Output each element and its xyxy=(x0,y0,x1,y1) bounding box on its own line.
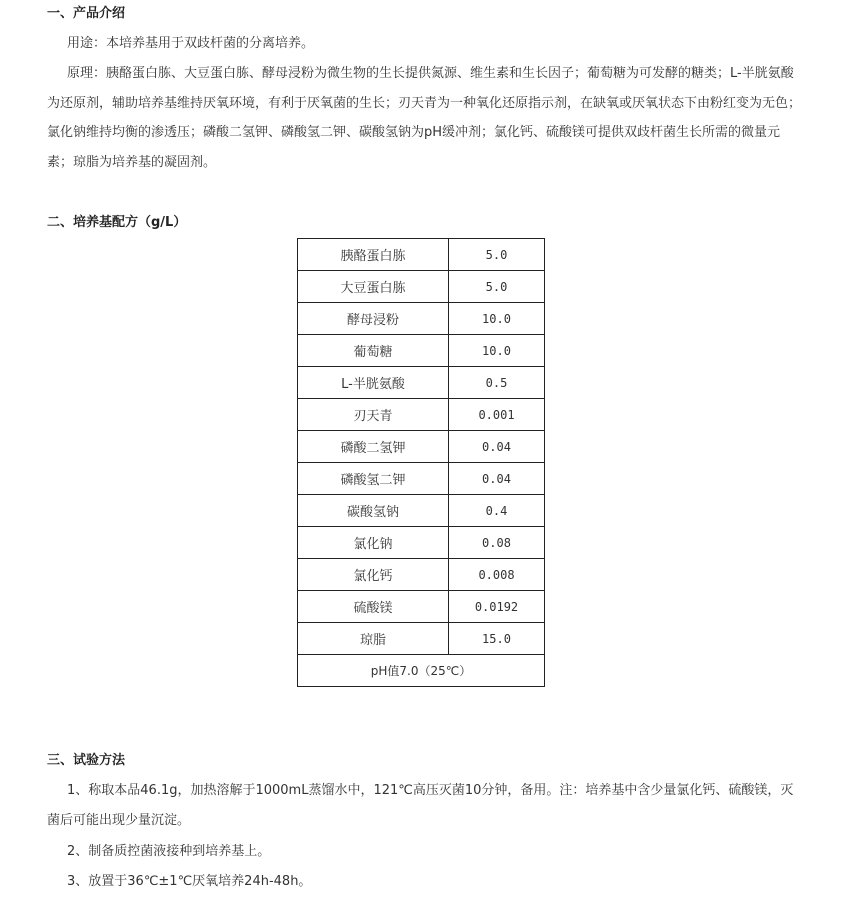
ingredient-amount: 0.4 xyxy=(449,495,545,527)
table-row xyxy=(298,559,545,591)
test-step-3: 3、放置于36℃±1℃厌氧培养24h-48h。 xyxy=(67,874,312,889)
ingredient-name: 琼脂 xyxy=(298,623,449,655)
table-row xyxy=(298,399,545,431)
ingredient-amount: 0.0192 xyxy=(449,591,545,623)
formula-table xyxy=(297,238,545,687)
ingredient-name: 酵母浸粉 xyxy=(298,303,449,335)
table-row-ph xyxy=(298,655,545,687)
table-row xyxy=(298,271,545,303)
principle-paragraph: 原理：胰酪蛋白胨、大豆蛋白胨、酵母浸粉为微生物的生长提供氮源、维生素和生长因子；葡萄糖为可发酵的糖类；L-半胱氨酸为还原剂，辅助培养基维持厌氧环境，有利于厌氧菌的生长；刃天青为一种氧化还原指示剂，在缺氧或厌氧状态下由粉红变为无色；氯化钠维持均衡的渗透压；磷酸二氢钾、磷酸氢二钾、碳酸氢钠为pH缓冲剂；氯化钙、硫酸镁可提供双歧杆菌生长所需的微量元素；琼脂为培养基的凝固剂。 xyxy=(47,66,802,170)
test-step-1: 1、称取本品46.1g，加热溶解于1000mL蒸馏水中，121℃高压灭菌10分钟，备用。注：培养基中含少量氯化钙、硫酸镁，灭菌后可能出现少量沉淀。 xyxy=(47,783,794,828)
section-heading-test-method: 三、试验方法 xyxy=(47,753,126,768)
section-heading-product-intro: 一、产品介绍 xyxy=(47,6,126,21)
ingredient-name: 碳酸氢钠 xyxy=(298,495,449,527)
ingredient-name: 胰酪蛋白胨 xyxy=(298,239,449,271)
test-step-2: 2、制备质控菌液接种到培养基上。 xyxy=(67,844,271,859)
ingredient-name: 葡萄糖 xyxy=(298,335,449,367)
ingredient-name: 氯化钠 xyxy=(298,527,449,559)
ingredient-name: 氯化钙 xyxy=(298,559,449,591)
ingredient-name: 大豆蛋白胨 xyxy=(298,271,449,303)
table-row xyxy=(298,431,545,463)
ingredient-name: 磷酸二氢钾 xyxy=(298,431,449,463)
ingredient-name: 硫酸镁 xyxy=(298,591,449,623)
ph-value: pH值7.0（25℃） xyxy=(298,655,545,687)
ingredient-amount: 0.5 xyxy=(449,367,545,399)
ingredient-name: 刃天青 xyxy=(298,399,449,431)
ingredient-amount: 0.08 xyxy=(449,527,545,559)
table-row xyxy=(298,335,545,367)
ingredient-amount: 15.0 xyxy=(449,623,545,655)
table-row xyxy=(298,591,545,623)
ingredient-amount: 5.0 xyxy=(449,239,545,271)
ingredient-name: L-半胱氨酸 xyxy=(298,367,449,399)
table-row xyxy=(298,495,545,527)
table-row xyxy=(298,463,545,495)
table-row xyxy=(298,623,545,655)
usage-paragraph: 用途：本培养基用于双歧杆菌的分离培养。 xyxy=(67,36,315,51)
ingredient-amount: 0.008 xyxy=(449,559,545,591)
formula-table-body xyxy=(298,239,545,687)
ingredient-amount: 10.0 xyxy=(449,335,545,367)
ingredient-amount: 0.04 xyxy=(449,431,545,463)
ingredient-amount: 5.0 xyxy=(449,271,545,303)
table-row xyxy=(298,303,545,335)
ingredient-amount: 10.0 xyxy=(449,303,545,335)
ingredient-name: 磷酸氢二钾 xyxy=(298,463,449,495)
table-row xyxy=(298,367,545,399)
table-row xyxy=(298,239,545,271)
table-row xyxy=(298,527,545,559)
ingredient-amount: 0.001 xyxy=(449,399,545,431)
section-heading-formula: 二、培养基配方（g/L） xyxy=(47,215,187,230)
ingredient-amount: 0.04 xyxy=(449,463,545,495)
